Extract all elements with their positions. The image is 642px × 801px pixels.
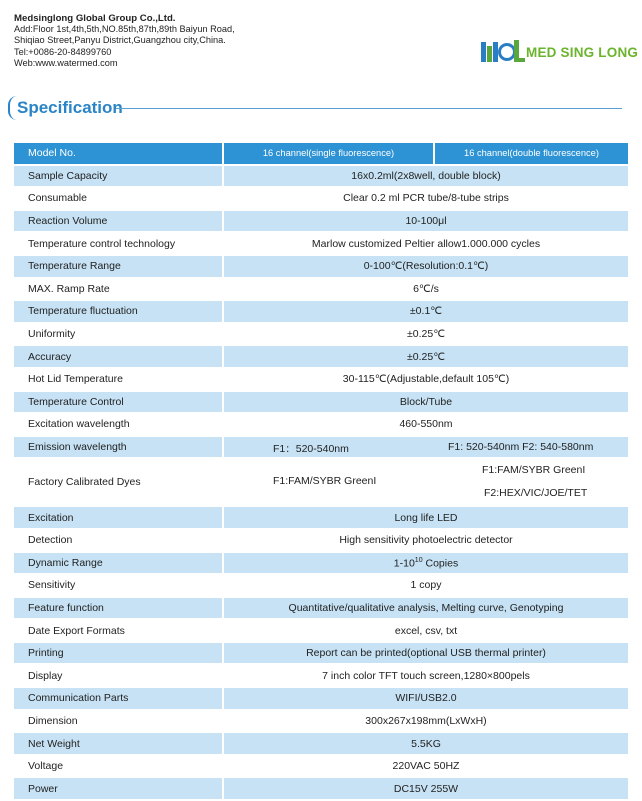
dynamic-suffix: Copies bbox=[422, 557, 459, 570]
row-label: Excitation bbox=[14, 506, 223, 529]
row-value: Block/Tube bbox=[223, 391, 628, 414]
table-row bbox=[14, 323, 628, 346]
table-row bbox=[14, 619, 628, 642]
row-label: Dimension bbox=[14, 710, 223, 733]
table-row bbox=[14, 777, 628, 800]
table-row bbox=[14, 687, 628, 710]
table-row bbox=[14, 187, 628, 210]
row-value: excel, csv, txt bbox=[223, 619, 628, 642]
dynamic-exponent: 10 bbox=[414, 556, 423, 564]
table-row bbox=[14, 732, 628, 755]
table-row bbox=[14, 210, 628, 233]
table-row bbox=[14, 300, 628, 323]
title-divider bbox=[116, 108, 622, 109]
row-label: Printing bbox=[14, 642, 223, 665]
table-row bbox=[14, 165, 628, 188]
row-value: 220VAC 50HZ bbox=[223, 755, 628, 778]
row-value: 7 inch color TFT touch screen,1280×800pels bbox=[223, 664, 628, 687]
emission-double: F1: 520-540nm F2: 540-580nm bbox=[448, 440, 594, 453]
row-value-split bbox=[223, 458, 628, 506]
title-bracket bbox=[8, 96, 17, 120]
table-row bbox=[14, 574, 628, 597]
table-row bbox=[14, 278, 628, 301]
company-address-line-1: Add:Floor 1st,4th,5th,NO.85th,87th,89th Baiyun Road, bbox=[14, 24, 235, 35]
company-name: Medsinglong Global Group Co.,Ltd. bbox=[14, 13, 176, 24]
section-title: Specification bbox=[17, 98, 123, 117]
dyes-double-2: F2:HEX/VIC/JOE/TET bbox=[484, 487, 588, 500]
row-value: ±0.25℃ bbox=[223, 345, 628, 368]
row-label: Hot Lid Temperature bbox=[14, 368, 223, 391]
header-col-double: 16 channel(double fluorescence) bbox=[434, 143, 628, 165]
company-web: Web:www.watermed.com bbox=[14, 57, 118, 68]
row-value: 0-100℃(Resolution:0.1℃) bbox=[223, 255, 628, 278]
row-value: Long life LED bbox=[223, 506, 628, 529]
table-row-emission bbox=[14, 436, 628, 459]
row-label: Dynamic Range bbox=[14, 552, 223, 575]
table-header-row bbox=[14, 143, 628, 165]
company-info bbox=[14, 13, 235, 69]
row-value: 1 copy bbox=[223, 574, 628, 597]
row-value: 300x267x198mm(LxWxH) bbox=[223, 710, 628, 733]
table-row-dynamic-range bbox=[14, 552, 628, 575]
row-label: Net Weight bbox=[14, 732, 223, 755]
logo-mark-icon bbox=[480, 38, 526, 66]
row-label: Detection bbox=[14, 529, 223, 552]
row-label: Display bbox=[14, 664, 223, 687]
row-value bbox=[223, 552, 628, 575]
table-row-dyes bbox=[14, 458, 628, 506]
row-label: Feature function bbox=[14, 597, 223, 620]
row-label: Accuracy bbox=[14, 345, 223, 368]
section-header bbox=[8, 94, 622, 124]
table-row bbox=[14, 755, 628, 778]
table-row bbox=[14, 368, 628, 391]
dyes-double-1: F1:FAM/SYBR GreenI bbox=[482, 464, 586, 477]
row-label: Consumable bbox=[14, 187, 223, 210]
row-value: DC15V 255W bbox=[223, 777, 628, 800]
logo-text: MED SING LONG bbox=[526, 45, 639, 60]
row-label: Sensitivity bbox=[14, 574, 223, 597]
table-row bbox=[14, 345, 628, 368]
table-row bbox=[14, 255, 628, 278]
row-value: 10-100μl bbox=[223, 210, 628, 233]
row-label: Power bbox=[14, 777, 223, 800]
row-label: Factory Calibrated Dyes bbox=[14, 458, 223, 506]
row-value: WIFI/USB2.0 bbox=[223, 687, 628, 710]
dyes-single: F1:FAM/SYBR GreenI bbox=[273, 475, 377, 488]
table-row bbox=[14, 710, 628, 733]
company-tel: Tel:+0086-20-84899760 bbox=[14, 46, 112, 57]
row-label: Communication Parts bbox=[14, 687, 223, 710]
header-col-single: 16 channel(single fluorescence) bbox=[223, 143, 434, 165]
row-value: 460-550nm bbox=[223, 413, 628, 436]
row-label: Temperature fluctuation bbox=[14, 300, 223, 323]
company-address-line-2: Shiqiao Street,Panyu District,Guangzhou city,China. bbox=[14, 35, 226, 46]
row-label: Voltage bbox=[14, 755, 223, 778]
header-label: Model No. bbox=[14, 143, 223, 165]
table-row bbox=[14, 597, 628, 620]
row-value: 30-115℃(Adjustable,default 105℃) bbox=[223, 368, 628, 391]
row-value: Quantitative/qualitative analysis, Melting curve, Genotyping bbox=[223, 597, 628, 620]
row-label: MAX. Ramp Rate bbox=[14, 278, 223, 301]
row-value: 6℃/s bbox=[223, 278, 628, 301]
row-label: Sample Capacity bbox=[14, 165, 223, 188]
row-value: ±0.1℃ bbox=[223, 300, 628, 323]
row-label: Temperature Range bbox=[14, 255, 223, 278]
row-value-split bbox=[223, 436, 628, 459]
table-row bbox=[14, 642, 628, 665]
row-label: Temperature Control bbox=[14, 391, 223, 414]
row-label: Excitation wavelength bbox=[14, 413, 223, 436]
row-label: Uniformity bbox=[14, 323, 223, 346]
company-logo bbox=[480, 38, 639, 66]
row-value: 5.5KG bbox=[223, 732, 628, 755]
specification-table bbox=[14, 143, 628, 801]
table-row bbox=[14, 664, 628, 687]
row-value: Marlow customized Peltier allow1.000.000 cycles bbox=[223, 232, 628, 255]
emission-single: F1：520-540nm bbox=[273, 442, 349, 455]
row-value: Clear 0.2 ml PCR tube/8-tube strips bbox=[223, 187, 628, 210]
row-value: High sensitivity photoelectric detector bbox=[223, 529, 628, 552]
row-value: Report can be printed(optional USB thermal printer) bbox=[223, 642, 628, 665]
row-value: ±0.25℃ bbox=[223, 323, 628, 346]
table-row bbox=[14, 391, 628, 414]
row-label: Date Export Formats bbox=[14, 619, 223, 642]
table-row bbox=[14, 413, 628, 436]
row-label: Reaction Volume bbox=[14, 210, 223, 233]
table-row bbox=[14, 232, 628, 255]
row-label: Emission wavelength bbox=[14, 436, 223, 459]
row-value: 16x0.2ml(2x8well, double block) bbox=[223, 165, 628, 188]
row-label: Temperature control technology bbox=[14, 232, 223, 255]
table-row bbox=[14, 529, 628, 552]
dynamic-prefix: 1-10 bbox=[393, 557, 415, 570]
table-row bbox=[14, 506, 628, 529]
